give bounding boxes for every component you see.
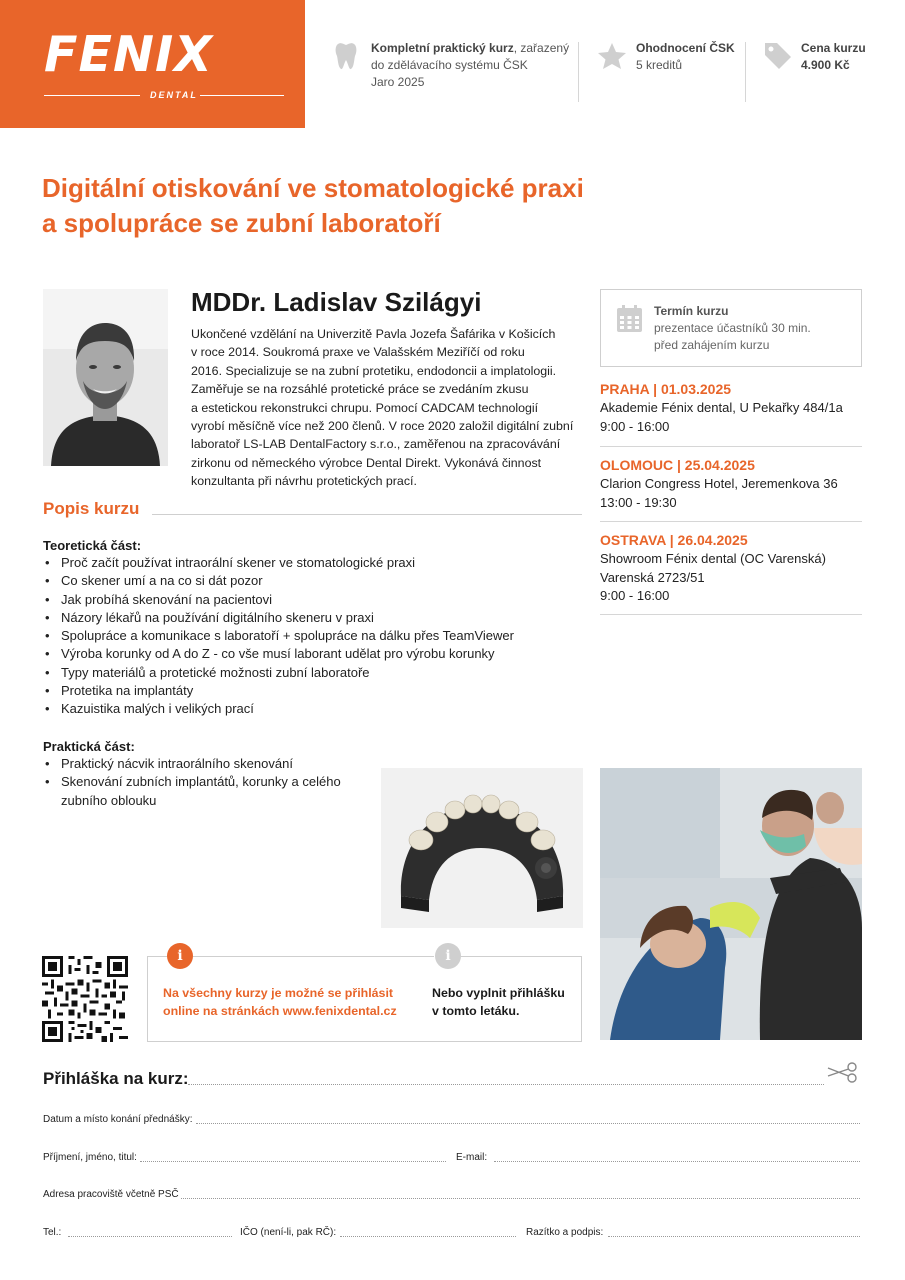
address-label: Adresa pracoviště včetně PSČ <box>43 1189 179 1200</box>
location-ostrava <box>600 532 862 606</box>
practice-title: Praktická část: <box>43 739 135 754</box>
info-line: Na všechny kurzy je možné se přihlásit <box>163 986 394 1000</box>
cut-line <box>188 1084 824 1085</box>
info-line: v tomto letáku. <box>432 1004 520 1018</box>
location-line: 13:00 - 19:30 <box>600 494 677 510</box>
list-item: • Výroba korunky od A do Z - co vše musí laborant udělat pro výrobu korunky <box>43 645 603 663</box>
theory-section <box>43 538 603 719</box>
schedule-note-line: prezentace účastníků 30 min. <box>654 321 811 335</box>
location-line: Clarion Congress Hotel, Jeremenkova 36 <box>600 476 838 491</box>
list-item: • Spolupráce a komunikace s laboratoří + spolupráce na dálku přes TeamViewer <box>43 627 603 645</box>
date-place-field[interactable] <box>196 1123 860 1124</box>
online-registration-note <box>163 984 413 1020</box>
list-item: • Proč začít používat intraorální skener ve stomatologické praxi <box>43 554 603 572</box>
location-olomouc <box>600 457 862 512</box>
lecturer-bio-line: konzultanta při návrhu protetických prací. <box>191 474 417 489</box>
form-title: Přihláška na kurz: <box>43 1069 189 1088</box>
location-heading: OLOMOUC | 25.04.2025 <box>600 457 755 473</box>
price-value: 4.900 Kč <box>801 58 850 72</box>
schedule-title: Termín kurzu <box>654 304 729 318</box>
rating-info <box>636 40 736 74</box>
location-heading: PRAHA | 01.03.2025 <box>600 381 732 397</box>
list-item: • Názory lékařů na používání digitálního skeneru v praxi <box>43 609 603 627</box>
course-info-bold: Kompletní praktický kurz <box>371 41 514 55</box>
course-season: Jaro 2025 <box>371 75 425 89</box>
theory-title: Teoretická část: <box>43 538 142 553</box>
lecturer-bio-line: Ukončené vzdělání na Univerzitě Pavla Jozefa Šafárika v Košicích <box>191 327 556 341</box>
theory-list <box>43 554 603 719</box>
lecturer-bio-line: vyrobí měsíčně více než 200 členů. V roce 2020 založil digitální zubní <box>191 419 574 434</box>
ico-label: IČO (není-li, pak RČ): <box>240 1227 337 1238</box>
schedule-note <box>654 320 854 354</box>
lecturer-bio-line: Zaměřuje se na rozsáhlé protetické práce se zvedáním zkusu <box>191 382 529 397</box>
name-field[interactable] <box>140 1161 446 1162</box>
fenix-logo: FENIX <box>44 26 213 83</box>
lecturer-bio-line: a estetickou rekonstrukci chrupu. Pomocí CADCAM technologií <box>191 400 539 415</box>
practice-list <box>43 755 363 810</box>
location-line: Akademie Fénix dental, U Pekařky 484/1a <box>600 400 843 415</box>
list-item: • Skenování zubních implantátů, korunky a celého zubního oblouku <box>43 773 363 810</box>
location-line: Showroom Fénix dental (OC Varenská) <box>600 551 826 566</box>
list-item: • Praktický nácvik intraorálního skenování <box>43 755 363 773</box>
stamp-label: Razítko a podpis: <box>526 1227 604 1238</box>
paper-registration-note <box>432 984 582 1020</box>
description-heading-rule <box>152 514 582 515</box>
course-info <box>371 40 571 91</box>
stamp-field[interactable] <box>608 1236 860 1237</box>
price-info <box>801 40 891 74</box>
list-item: • Kazuistika malých i velikých prací <box>43 700 603 718</box>
practice-section <box>43 739 363 810</box>
header-divider <box>745 42 746 102</box>
list-item: • Protetika na implantáty <box>43 682 603 700</box>
lecturer-bio-line: laboratoř LS-LAB DentalFactory s.r.o., zaměřenou na zpracovávání <box>191 437 561 452</box>
box-top-rule <box>147 956 167 957</box>
list-item: • Jak probíhá skenování na pacientovi <box>43 591 603 609</box>
info-line[interactable]: online na stránkách www.fenixdental.cz <box>163 1004 397 1018</box>
info-line: Nebo vyplnit přihlášku <box>432 986 565 1000</box>
box-top-rule <box>461 956 582 957</box>
location-divider <box>600 446 862 447</box>
lecturer-photo <box>43 289 168 466</box>
schedule-note-line: před zahájením kurzu <box>654 338 770 352</box>
box-top-rule <box>193 956 434 957</box>
lecturer-bio <box>191 325 581 491</box>
location-praha <box>600 381 862 436</box>
course-title-line: Digitální otiskování ve stomatologické praxi <box>42 173 584 203</box>
star-icon <box>597 42 627 70</box>
name-label: Příjmení, jméno, titul: <box>43 1152 137 1163</box>
ico-field[interactable] <box>340 1236 516 1237</box>
info-icon: i <box>435 943 461 969</box>
rating-title: Ohodnocení ČSK <box>636 41 735 55</box>
price-tag-icon <box>763 41 793 71</box>
lecturer-bio-line: zirkonu od německého výrobce Dental Direkt. Vykonává činnost <box>191 455 542 470</box>
course-title-line: a spolupráce se zubní laboratoří <box>42 208 441 238</box>
location-divider <box>600 521 862 522</box>
rating-value: 5 kreditů <box>636 58 683 72</box>
course-title <box>42 171 662 241</box>
lecturer-bio-line: v roce 2014. Soukromá praxe ve Valašském Meziříčí od roku <box>191 345 525 360</box>
dentist-photo <box>600 768 862 1040</box>
qr-code[interactable] <box>42 956 128 1042</box>
location-line: 9:00 - 16:00 <box>600 418 670 434</box>
phone-field[interactable] <box>68 1236 232 1237</box>
calendar-icon <box>617 305 642 332</box>
header-divider <box>578 42 579 102</box>
list-item: • Typy materiálů a protetické možnosti zubní laboratoře <box>43 664 603 682</box>
lecturer-name: MDDr. Ladislav Szilágyi <box>191 287 482 317</box>
tooth-icon <box>334 41 358 71</box>
description-heading: Popis kurzu <box>43 499 140 518</box>
address-field[interactable] <box>181 1198 860 1199</box>
price-title: Cena kurzu <box>801 41 866 55</box>
location-line: 9:00 - 16:00 <box>600 588 670 603</box>
scissors-icon <box>826 1059 860 1085</box>
info-icon: i <box>167 943 193 969</box>
location-line: Varenská 2723/51 <box>600 569 705 585</box>
location-heading: OSTRAVA | 26.04.2025 <box>600 532 748 548</box>
email-label: E-mail: <box>456 1152 488 1163</box>
phone-label: Tel.: <box>43 1227 62 1238</box>
course-info-rest: , zařazený do zdělávacího systému ČSK <box>371 41 570 72</box>
fenix-logo-subtitle: DENTAL <box>150 90 198 100</box>
location-divider <box>600 614 862 615</box>
lecturer-bio-line: 2016. Specializuje se na zubní protetiku, endodoncii a implatologii. <box>191 363 557 378</box>
date-place-label: Datum a místo konání přednášky: <box>43 1114 193 1125</box>
email-field[interactable] <box>494 1161 860 1162</box>
dental-model-photo <box>381 768 583 928</box>
list-item: • Co skener umí a na co si dát pozor <box>43 572 603 590</box>
